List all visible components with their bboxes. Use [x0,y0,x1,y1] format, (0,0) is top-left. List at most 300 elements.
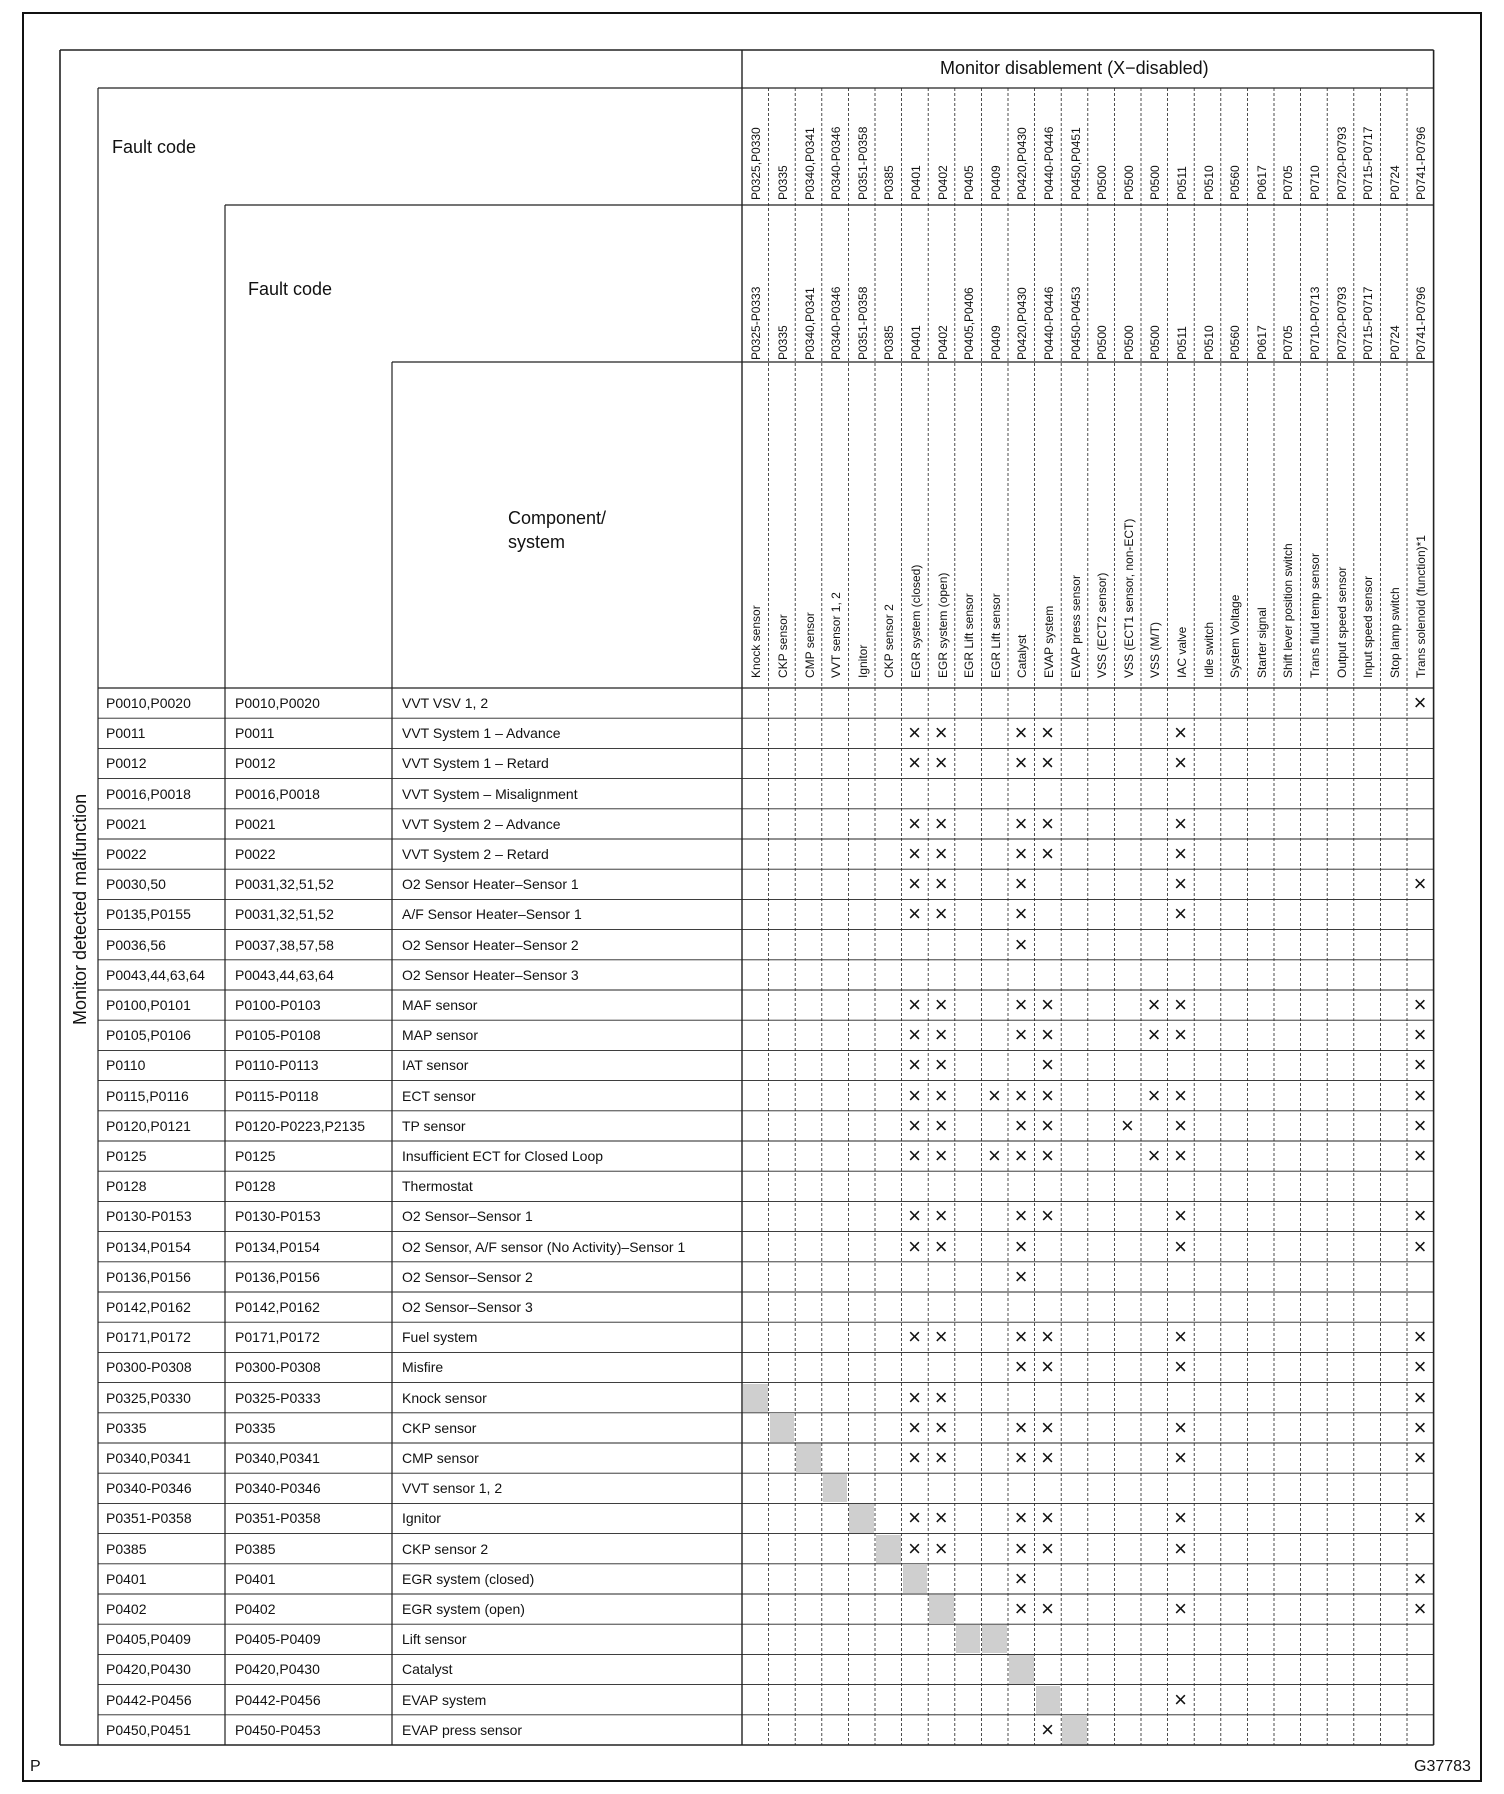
row-fault-code-detail: P0010,P0020 [235,695,320,711]
row-fault-code-detail: P0100-P0103 [235,997,321,1013]
column-code-mid: P0420,P0430 [1015,287,1030,360]
disabled-mark: × [908,841,922,866]
self-cell-shade [1036,1686,1061,1714]
disabled-mark: × [934,1535,948,1561]
disabled-mark: × [1014,1143,1028,1168]
row-fault-code: P0335 [106,1419,147,1436]
row-fault-code: P0115,P0116 [106,1087,189,1104]
self-cell-shade [743,1384,768,1412]
row-fault-code-detail: P0043,44,63,64 [235,966,334,983]
column-code-mid: P0510 [1201,325,1216,360]
disabled-mark: × [1413,1082,1427,1108]
column-code-mid: P0351-P0358 [855,286,870,360]
row-fault-code: P0030,50 [106,876,166,893]
column-code-top: P0715-P0717 [1361,126,1376,200]
row-fault-code: P0043,44,63,64 [106,966,205,983]
disabled-mark: × [1041,1535,1055,1561]
column-component-name: VSS (M/T) [1148,622,1163,678]
row-fault-code-detail: P0340-P0346 [235,1480,321,1497]
row-fault-code: P0100,P0101 [106,997,191,1013]
row-fault-code-detail: P0120-P0223,P2135 [235,1117,365,1134]
disabled-mark: × [1014,1233,1028,1259]
row-fault-code-detail: P0351-P0358 [235,1510,321,1527]
column-code-mid: P0511 [1174,326,1189,360]
column-component-name: EVAP press sensor [1068,575,1083,678]
disabled-mark: × [1014,1022,1028,1048]
disabled-mark: × [1041,810,1055,836]
disabled-mark: × [1413,992,1427,1017]
disabled-mark: × [1014,810,1028,836]
column-component-name: CKP sensor 2 [882,604,897,678]
disabled-mark: × [1041,1082,1055,1108]
row-fault-code: P0110 [106,1057,146,1074]
row-fault-code-detail: P0450-P0453 [235,1721,321,1738]
disabled-mark: × [1174,1112,1188,1138]
row-fault-code-detail: P0125 [235,1148,276,1164]
row-fault-code: P0420,P0430 [106,1661,191,1678]
row-fault-code-detail: P0420,P0430 [235,1661,320,1678]
disabled-mark: × [1041,1445,1055,1470]
row-fault-code-detail: P0171,P0172 [235,1329,320,1346]
row-component: Insufficient ECT for Closed Loop [402,1148,604,1164]
column-component-name: Starter signal [1254,607,1269,678]
row-component: Thermostat [402,1178,473,1195]
column-code-mid: P0409 [988,325,1003,360]
disabled-mark: × [934,720,948,746]
disabled-mark: × [1041,841,1055,866]
disabled-mark: × [934,1143,948,1168]
column-code-mid: P0385 [882,325,897,360]
self-cell-shade [849,1504,874,1532]
disabled-mark: × [987,1143,1001,1168]
row-component: VVT System 1 – Advance [402,725,561,742]
disabled-mark: × [1147,1082,1161,1108]
column-component-name: Shift lever position switch [1281,543,1296,678]
row-fault-code: P0340-P0346 [106,1480,192,1497]
column-code-top: P0440-P0446 [1041,126,1056,200]
self-cell-shade [823,1474,848,1502]
disabled-mark: × [908,1384,922,1410]
row-component: Knock sensor [402,1389,487,1406]
disabled-mark: × [1014,720,1028,746]
disabled-mark: × [1014,871,1028,897]
disabled-mark: × [1413,1414,1427,1440]
disabled-mark: × [1014,1414,1028,1440]
disabled-mark: × [908,1052,922,1078]
row-component: Ignitor [402,1510,441,1527]
column-code-top: P0560 [1228,165,1243,200]
row-fault-code-detail: P0021 [235,815,276,832]
column-code-top: P0500 [1095,165,1110,200]
row-component: O2 Sensor, A/F sensor (No Activity)–Sensor 1 [402,1238,686,1255]
disabled-mark: × [908,1112,922,1138]
row-component: CMP sensor [402,1450,479,1466]
disabled-mark: × [1041,720,1055,746]
monitor-disablement-title: Monitor disablement (X−disabled) [940,58,1209,78]
column-code-top: P0450,P0451 [1068,127,1083,200]
row-fault-code-detail: P0022 [235,846,276,862]
disabled-mark: × [1174,1143,1188,1168]
column-code-mid: P0500 [1148,325,1163,360]
disabled-mark: × [1174,1535,1188,1561]
disabled-mark: × [1413,871,1427,897]
disabled-mark: × [1014,931,1028,957]
disabled-mark: × [908,1022,922,1048]
disabled-mark: × [1014,750,1028,776]
disabled-mark: × [908,1445,922,1470]
row-fault-code: P0385 [106,1540,147,1557]
disabled-mark: × [1041,1354,1055,1380]
row-fault-code: P0135,P0155 [106,906,191,923]
row-fault-code-detail: P0115-P0118 [235,1087,319,1104]
disabled-mark: × [1014,992,1028,1017]
column-code-mid: P0401 [908,325,923,360]
column-component-name: Idle switch [1201,621,1216,678]
row-fault-code-detail: P0405-P0409 [235,1631,321,1648]
disabled-mark: × [1014,1596,1028,1621]
self-cell-shade [876,1535,901,1563]
self-cell-shade [956,1625,981,1653]
column-code-mid: P0724 [1387,325,1402,360]
disabled-mark: × [987,1082,1001,1108]
disabled-mark: × [1014,1112,1028,1138]
disabled-mark: × [908,720,922,746]
disabled-mark: × [1041,1112,1055,1138]
disabled-mark: × [1147,992,1161,1017]
disabled-mark: × [1413,1445,1427,1470]
row-fault-code: P0036,56 [106,936,166,953]
disabled-mark: × [1041,992,1055,1017]
self-cell-shade [929,1595,954,1623]
disabled-mark: × [934,810,948,836]
disabled-mark: × [1174,1324,1188,1350]
disabled-mark: × [1413,1052,1427,1078]
disabled-mark: × [1413,1324,1427,1350]
row-fault-code: P0128 [106,1178,147,1195]
column-code-mid: P0741-P0796 [1414,286,1429,360]
row-fault-code-detail: P0335 [235,1419,276,1436]
column-code-top: P0511 [1174,166,1189,200]
disabled-mark: × [1120,1112,1134,1138]
disabled-mark: × [1147,1022,1161,1048]
disabled-mark: × [934,1203,948,1229]
disabled-mark: × [934,871,948,897]
self-cell-shade [903,1565,928,1593]
row-component: O2 Sensor Heater–Sensor 2 [402,936,579,953]
disabled-mark: × [1413,1143,1427,1168]
column-code-mid: P0450-P0453 [1068,286,1083,360]
row-component: VVT System 2 – Retard [402,846,549,862]
fault-code-header-top: Fault code [112,137,197,157]
row-fault-code-detail: P0442-P0456 [235,1691,321,1708]
column-component-name: EGR Lift sensor [988,593,1003,678]
column-component-name: EGR system (open) [935,572,950,678]
column-code-mid: P0710-P0713 [1307,286,1322,360]
disabled-mark: × [908,1505,922,1531]
disabled-mark: × [1413,690,1427,715]
row-component: EVAP press sensor [402,1721,523,1738]
disabled-mark: × [1174,810,1188,836]
disabled-mark: × [934,1414,948,1440]
column-code-mid: P0340-P0346 [829,286,844,360]
column-component-name: CKP sensor [775,614,790,678]
row-fault-code: P0325,P0330 [106,1389,191,1406]
disabled-mark: × [908,1414,922,1440]
row-component: MAF sensor [402,997,478,1013]
column-component-name: EGR Lift sensor [962,593,977,678]
disabled-mark: × [1413,1203,1427,1229]
column-code-top: P0710 [1307,165,1322,200]
row-fault-code-detail: P0037,38,57,58 [235,936,334,953]
disabled-mark: × [908,810,922,836]
disabled-mark: × [1014,1082,1028,1108]
row-component: O2 Sensor–Sensor 2 [402,1268,533,1285]
column-code-top: P0402 [935,165,950,200]
disabled-mark: × [934,1384,948,1410]
column-component-name: System Voltage [1228,594,1243,678]
side-label: Monitor detected malfunction [70,793,90,1025]
disabled-mark: × [934,1324,948,1350]
self-cell-shade [1009,1655,1034,1683]
disabled-mark: × [1014,1565,1028,1591]
row-fault-code-detail: P0402 [235,1601,276,1617]
disabled-mark: × [1413,1384,1427,1410]
disabled-mark: × [1174,750,1188,776]
disabled-mark: × [1014,1203,1028,1229]
disabled-mark: × [1413,1505,1427,1531]
row-fault-code-detail: P0134,P0154 [235,1238,320,1255]
column-code-top: P0405 [962,165,977,200]
self-cell-shade [982,1625,1007,1653]
row-fault-code: P0450,P0451 [106,1721,191,1738]
column-component-name: Stop lamp switch [1387,587,1402,678]
row-fault-code: P0021 [106,815,147,832]
disabled-mark: × [1014,901,1028,927]
column-code-mid: P0617 [1254,325,1269,360]
row-fault-code: P0012 [106,755,147,772]
column-component-name: Input speed sensor [1361,575,1376,678]
disabled-mark: × [1413,1596,1427,1621]
column-code-mid: P0335 [775,325,790,360]
row-fault-code: P0016,P0018 [106,785,191,802]
row-fault-code: P0171,P0172 [106,1329,191,1346]
row-fault-code: P0130-P0153 [106,1208,192,1225]
disabled-mark: × [1174,720,1188,746]
row-fault-code: P0136,P0156 [106,1268,191,1285]
column-code-mid: P0440-P0446 [1041,286,1056,360]
row-component: VVT System 1 – Retard [402,755,549,772]
column-code-top: P0401 [908,165,923,200]
row-component: A/F Sensor Heater–Sensor 1 [402,906,582,923]
disabled-mark: × [1041,1052,1055,1078]
column-code-top: P0340-P0346 [829,126,844,200]
row-component: MAP sensor [402,1027,478,1044]
disabled-mark: × [1041,1022,1055,1048]
disabled-mark: × [1014,1324,1028,1350]
row-component: VVT VSV 1, 2 [402,695,489,711]
row-fault-code: P0351-P0358 [106,1510,192,1527]
row-fault-code-detail: P0031,32,51,52 [235,906,334,923]
row-component: Catalyst [402,1661,453,1678]
self-cell-shade [1062,1716,1087,1744]
column-component-name: Output speed sensor [1334,566,1349,678]
figure-id: G37783 [1414,1758,1471,1775]
column-code-mid: P0560 [1228,325,1243,360]
disabled-mark: × [1174,1596,1188,1621]
disabled-mark: × [908,1143,922,1168]
row-fault-code: P0340,P0341 [106,1450,191,1466]
row-component: O2 Sensor Heater–Sensor 3 [402,966,579,983]
column-code-mid: P0340,P0341 [802,287,817,360]
disabled-mark: × [1413,1354,1427,1380]
disabled-mark: × [908,1203,922,1229]
disabled-mark: × [934,992,948,1017]
row-fault-code: P0402 [106,1601,147,1617]
disabled-mark: × [908,992,922,1017]
column-code-top: P0351-P0358 [855,126,870,200]
disabled-mark: × [908,1324,922,1350]
fault-code-header-mid: Fault code [248,279,333,299]
column-code-mid: P0405,P0406 [962,287,977,360]
row-component: O2 Sensor–Sensor 3 [402,1299,533,1315]
disabled-mark: × [1014,1263,1028,1289]
column-component-name: IAC valve [1174,626,1189,678]
disabled-mark: × [934,1022,948,1048]
row-fault-code: P0142,P0162 [106,1299,191,1315]
row-component: ECT sensor [402,1087,476,1104]
column-code-top: P0617 [1254,165,1269,200]
row-fault-code: P0120,P0121 [106,1117,191,1134]
disabled-mark: × [908,750,922,776]
corner-mark: P [30,1758,41,1775]
disabled-mark: × [1413,1022,1427,1048]
column-component-name: Catalyst [1015,634,1030,678]
disabled-mark: × [934,1082,948,1108]
disabled-mark: × [908,1082,922,1108]
row-component: VVT System – Misalignment [402,785,578,802]
row-fault-code: P0405,P0409 [106,1631,191,1648]
disabled-mark: × [1174,1445,1188,1470]
row-fault-code: P0022 [106,846,147,862]
row-fault-code: P0010,P0020 [106,695,191,711]
row-component: O2 Sensor Heater–Sensor 1 [402,876,579,893]
disabled-mark: × [1413,1565,1427,1591]
row-fault-code-detail: P0012 [235,755,276,772]
disabled-mark: × [1014,1505,1028,1531]
column-code-mid: P0715-P0717 [1361,286,1376,360]
disabled-mark: × [1174,992,1188,1017]
disabled-mark: × [934,1112,948,1138]
row-fault-code: P0105,P0106 [106,1027,191,1044]
disabled-mark: × [934,750,948,776]
disabled-mark: × [934,1505,948,1531]
disabled-mark: × [1014,1354,1028,1380]
row-fault-code-detail: P0105-P0108 [235,1027,321,1044]
row-fault-code-detail: P0340,P0341 [235,1450,320,1466]
disabled-mark: × [934,841,948,866]
disabled-mark: × [1041,1324,1055,1350]
column-code-mid: P0500 [1095,325,1110,360]
disabled-mark: × [1174,1686,1188,1712]
disabled-mark: × [1041,1143,1055,1168]
disabled-mark: × [1174,1233,1188,1259]
component-header-line1: Component/ [508,508,607,528]
row-fault-code-detail: P0325-P0333 [235,1389,321,1406]
row-fault-code-detail: P0385 [235,1540,276,1557]
disabled-mark: × [1174,871,1188,897]
disabled-mark: × [1041,1414,1055,1440]
disabled-mark: × [1413,1112,1427,1138]
row-fault-code-detail: P0142,P0162 [235,1299,320,1315]
column-component-name: VSS (ECT2 sensor) [1095,572,1110,678]
disabled-mark: × [1041,1203,1055,1229]
self-cell-shade [796,1444,821,1472]
column-component-name: VVT sensor 1, 2 [829,592,844,678]
disabled-mark: × [1041,1596,1055,1621]
column-component-name: Ignitor [855,644,870,678]
row-fault-code-detail: P0300-P0308 [235,1359,321,1376]
row-component: VVT sensor 1, 2 [402,1480,503,1497]
column-component-name: Knock sensor [749,605,764,678]
disabled-mark: × [934,1445,948,1470]
disabled-mark: × [934,901,948,927]
row-component: CKP sensor 2 [402,1540,489,1557]
row-fault-code-detail: P0128 [235,1178,276,1195]
row-fault-code: P0134,P0154 [106,1238,191,1255]
row-fault-code: P0011 [106,725,146,742]
row-component: O2 Sensor–Sensor 1 [402,1208,533,1225]
disabled-mark: × [934,1052,948,1078]
column-code-top: P0500 [1121,165,1136,200]
column-code-top: P0741-P0796 [1414,126,1429,200]
column-code-top: P0705 [1281,165,1296,200]
component-header-line2: system [508,532,566,552]
column-component-name: CMP sensor [802,612,817,678]
row-fault-code-detail: P0016,P0018 [235,785,320,802]
row-component: VVT System 2 – Advance [402,815,561,832]
column-component-name: VSS (ECT1 sensor, non-ECT) [1121,518,1136,678]
column-code-top: P0325,P0330 [749,127,764,200]
row-fault-code-detail: P0031,32,51,52 [235,876,334,893]
column-component-name: EGR system (closed) [908,564,923,678]
disabled-mark: × [908,901,922,927]
column-code-top: P0409 [988,165,1003,200]
row-fault-code: P0442-P0456 [106,1691,192,1708]
disabled-mark: × [1174,1022,1188,1048]
row-component: EGR system (closed) [402,1570,535,1587]
column-code-mid: P0402 [935,325,950,360]
disabled-mark: × [1014,1445,1028,1470]
row-fault-code: P0300-P0308 [106,1359,192,1376]
column-code-top: P0385 [882,165,897,200]
disabled-mark: × [1041,1716,1055,1742]
disabled-mark: × [1174,1203,1188,1229]
row-fault-code-detail: P0110-P0113 [235,1057,319,1074]
row-component: Misfire [402,1359,444,1376]
row-component: IAT sensor [402,1057,469,1074]
disabled-mark: × [1174,1354,1188,1380]
disabled-mark: × [1147,1143,1161,1168]
column-code-top: P0420,P0430 [1015,127,1030,200]
row-fault-code-detail: P0401 [235,1570,276,1587]
row-component: TP sensor [402,1117,466,1134]
column-code-top: P0500 [1148,165,1163,200]
column-component-name: Trans solenoid (function)*1 [1414,535,1429,678]
column-code-top: P0335 [775,165,790,200]
self-cell-shade [770,1414,795,1442]
column-component-name: EVAP system [1041,605,1056,678]
column-code-mid: P0325-P0333 [749,286,764,360]
